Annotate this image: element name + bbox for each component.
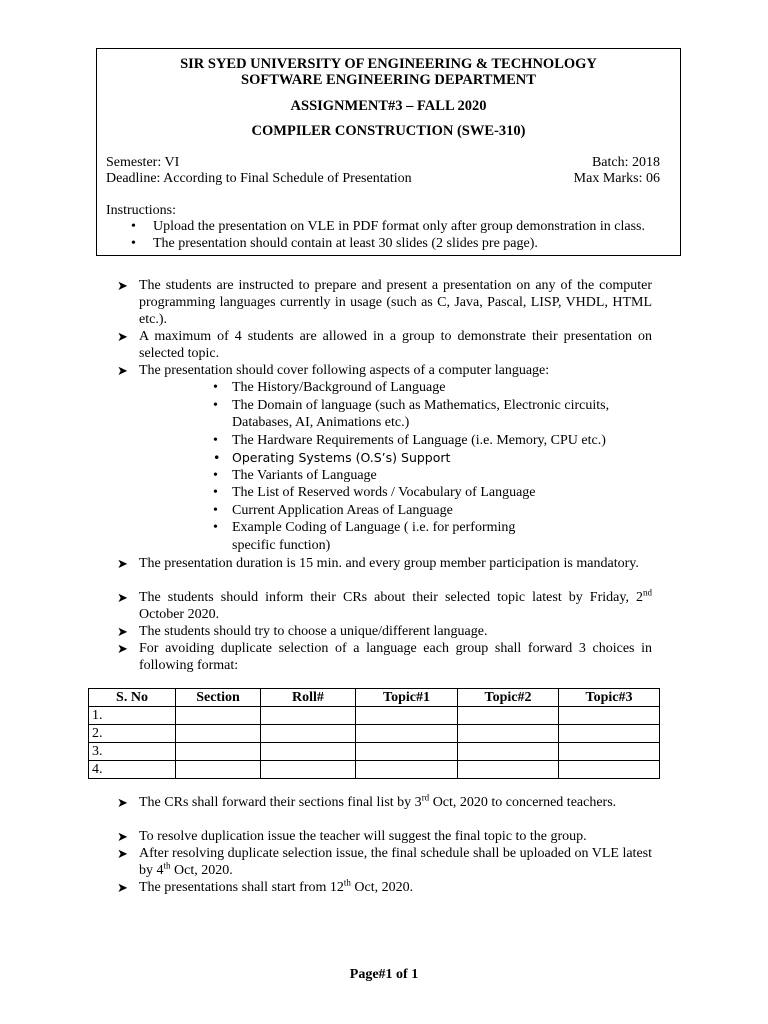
table-cell	[559, 743, 660, 761]
table-cell	[356, 707, 458, 725]
deadline: Deadline: According to Final Schedule of Presentation	[106, 171, 412, 186]
university-name: SIR SYED UNIVERSITY OF ENGINEERING & TECHNOLOGY	[180, 56, 597, 72]
row-number: 1.	[89, 707, 176, 725]
aspect-item: • The Hardware Requirements of Language (i.e. Memory, CPU etc.)	[213, 432, 663, 450]
aspect-item: • Example Coding of Language ( i.e. for performing specific function)	[213, 519, 552, 554]
department-name: SOFTWARE ENGINEERING DEPARTMENT	[241, 72, 536, 88]
point-item	[117, 794, 652, 811]
table-cell	[458, 725, 559, 743]
row-number: 3.	[89, 743, 176, 761]
point-text: The students should inform their CRs about their selected topic latest by Friday, 2nd October 2020.	[139, 587, 652, 622]
table-cell	[176, 707, 261, 725]
point-text: The students are instructed to prepare and present a presentation on any of the computer programming languages currently in usage (such as C, Java, Pascal, LISP, VHDL, HTML etc.).	[139, 278, 652, 327]
aspect-item: • Operating Systems (O.S’s) Support	[213, 449, 663, 467]
instruction-item: • The presentation should contain at least 30 slides (2 slides pre page).	[97, 235, 645, 252]
aspect-item: • The Domain of language (such as Mathematics, Electronic circuits, Databases, AI, Animations etc.)	[213, 397, 662, 432]
row-number: 2.	[89, 725, 176, 743]
instructions-list	[97, 218, 645, 252]
point-text: After resolving duplicate selection issue, the final schedule shall be uploaded on VLE latest by 4th Oct, 2020.	[139, 846, 652, 878]
arrow-bullet-icon: ➤	[117, 329, 128, 344]
table-row	[89, 707, 660, 725]
page-number: Page#1 of 1	[349, 967, 419, 982]
table-cell	[356, 743, 458, 761]
point-item	[117, 362, 652, 379]
table-cell	[176, 743, 261, 761]
point-item	[117, 277, 652, 328]
table-cell	[559, 761, 660, 779]
table-cell	[176, 725, 261, 743]
instructions-label: Instructions:	[106, 203, 176, 218]
aspect-item: • The List of Reserved words / Vocabulary of Language	[213, 484, 663, 502]
instruction-item: • Upload the presentation on VLE in PDF format only after group demonstration in class.	[97, 218, 645, 235]
arrow-bullet-icon: ➤	[117, 624, 128, 639]
arrow-bullet-icon: ➤	[117, 829, 128, 844]
assignment-header-box	[96, 48, 681, 256]
table-cell	[261, 725, 356, 743]
point-text: The students should try to choose a unique/different language.	[139, 624, 488, 639]
assignment-title: ASSIGNMENT#3 – FALL 2020	[290, 98, 487, 114]
table-cell	[261, 707, 356, 725]
table-cell	[559, 707, 660, 725]
batch: Batch: 2018	[591, 155, 660, 170]
point-text: To resolve duplication issue the teacher will suggest the final topic to the group.	[139, 829, 587, 844]
point-item	[117, 845, 652, 879]
arrow-bullet-icon: ➤	[117, 556, 128, 571]
point-item	[117, 589, 652, 623]
column-header: Topic#3	[559, 689, 660, 707]
table-cell	[458, 761, 559, 779]
point-item	[117, 640, 652, 674]
point-text: The presentation duration is 15 min. and every group member participation is mandatory.	[139, 556, 639, 571]
point-text: The presentation should cover following aspects of a computer language:	[139, 363, 550, 378]
course-title: COMPILER CONSTRUCTION (SWE-310)	[251, 123, 526, 139]
table-row	[89, 725, 660, 743]
point-item	[117, 623, 652, 640]
column-header: Roll#	[261, 689, 356, 707]
semester: Semester: VI	[106, 155, 180, 170]
point-text: The CRs shall forward their sections final list by 3rd Oct, 2020 to concerned teachers.	[139, 792, 617, 810]
point-item	[117, 555, 652, 572]
arrow-bullet-icon: ➤	[117, 641, 128, 656]
column-header: Topic#2	[458, 689, 559, 707]
aspect-item: • The Variants of Language	[213, 467, 663, 485]
table-cell	[458, 743, 559, 761]
table-cell	[261, 743, 356, 761]
point-item	[117, 879, 652, 896]
column-header: Section	[176, 689, 261, 707]
table-row	[89, 761, 660, 779]
table-cell	[356, 725, 458, 743]
point-item	[117, 828, 652, 845]
semester-row	[106, 154, 660, 171]
table-cell	[356, 761, 458, 779]
point-text: For avoiding duplicate selection of a language each group shall forward 3 choices in following format:	[139, 641, 652, 673]
aspect-item: • Current Application Areas of Language	[213, 502, 663, 520]
table-cell	[458, 707, 559, 725]
arrow-bullet-icon: ➤	[117, 880, 128, 895]
aspects-list	[213, 379, 663, 554]
aspect-item: • The History/Background of Language	[213, 379, 663, 397]
point-text: A maximum of 4 students are allowed in a group to demonstrate their presentation on selected topic.	[139, 329, 652, 361]
table-cell	[559, 725, 660, 743]
table-cell	[176, 761, 261, 779]
row-number: 4.	[89, 761, 176, 779]
arrow-bullet-icon: ➤	[117, 590, 128, 605]
topic-choice-table	[88, 688, 660, 779]
column-header: S. No	[89, 689, 176, 707]
column-header: Topic#1	[356, 689, 458, 707]
arrow-bullet-icon: ➤	[117, 846, 128, 861]
point-item	[117, 328, 652, 362]
point-text: The presentations shall start from 12th Oct, 2020.	[139, 877, 414, 895]
deadline-row	[106, 170, 660, 187]
table-header-row	[89, 689, 660, 707]
arrow-bullet-icon: ➤	[117, 278, 128, 293]
table-row	[89, 743, 660, 761]
arrow-bullet-icon: ➤	[117, 363, 128, 378]
max-marks: Max Marks: 06	[573, 171, 660, 186]
table-cell	[261, 761, 356, 779]
arrow-bullet-icon: ➤	[117, 795, 128, 810]
